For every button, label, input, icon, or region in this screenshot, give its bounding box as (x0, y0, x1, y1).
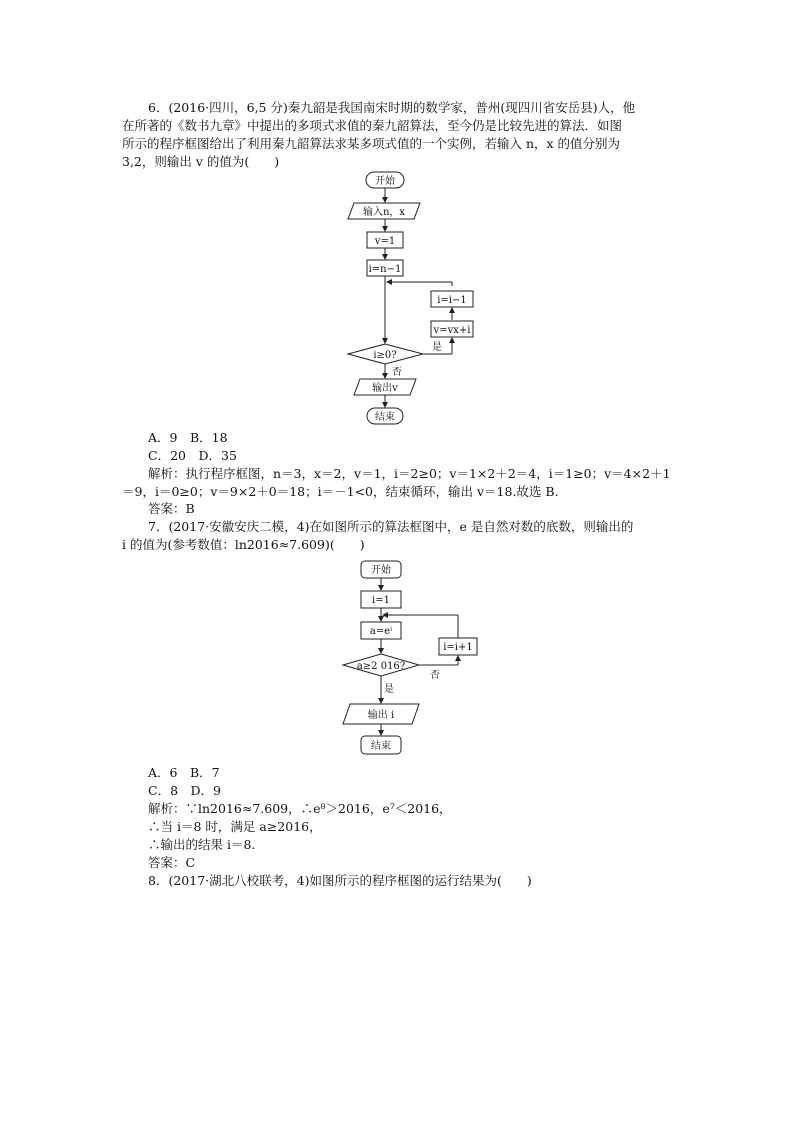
q7-start-label: 开始 (371, 565, 391, 576)
q7-solution-line-2: ∴当 i＝8 时，满足 a≥2016， (148, 819, 322, 834)
q6-input-label: 输入n，x (362, 207, 406, 218)
q7-update-i-label: i=i+1 (443, 642, 473, 653)
q6-line-1: 6．(2016·四川，6,5 分)秦九韶是我国南宋时期的数学家，普州(现四川省安岳县)人，他 (148, 100, 636, 115)
q7-options-cd: C．8 D．9 (148, 783, 221, 798)
q7-output-label: 输出 i (367, 710, 395, 721)
q6-options-ab: A．9 B．18 (148, 430, 228, 445)
q7-assign-a-label: a=eⁱ (369, 626, 393, 637)
q7-no-label: 否 (430, 670, 440, 681)
q6-flowchart (340, 168, 490, 430)
q6-update-i-label: i=i−1 (437, 295, 467, 306)
q7-solution-line-3: ∴输出的结果 i＝8. (148, 837, 256, 852)
q6-init-v-label: v=1 (374, 236, 396, 247)
q7-init-i-label: i=1 (372, 595, 390, 606)
q6-update-v-label: v=vx+i (433, 325, 471, 336)
q7-line-1: 7．(2017·安徽安庆二模，4)在如图所示的算法框图中，e 是自然对数的底数，则输出的 (148, 519, 634, 534)
q6-output-label: 输出v (372, 383, 398, 394)
q6-end-label: 结束 (375, 412, 395, 423)
q6-solution-line-1: 解析：执行程序框图，n＝3，x＝2，v＝1，i＝2≥0；v＝1×2＋2＝4，i＝1≥0；v＝4×2＋1 (148, 466, 671, 481)
q7-end-label: 结束 (371, 741, 391, 752)
q7-cond-label: a≥2 016? (356, 661, 406, 672)
q8-line-1: 8．(2017·湖北八校联考，4)如图所示的程序框图的运行结果为( ) (148, 873, 532, 888)
q7-line-2: i 的值为(参考数值：ln2016≈7.609)( ) (122, 537, 365, 552)
q6-options-cd: C．20 D．35 (148, 448, 237, 463)
q7-yes-label: 是 (384, 684, 394, 695)
q7-flowchart (335, 558, 495, 760)
q6-no-label: 否 (392, 367, 402, 378)
q7-options-ab: A．6 B．7 (148, 765, 220, 780)
q6-init-i-label: i=n−1 (368, 264, 402, 275)
q7-solution-line-1: 解析：∵ln2016≈7.609，∴e⁸＞2016，e⁷＜2016， (148, 801, 452, 816)
q6-yes-label: 是 (432, 342, 442, 353)
q6-solution-line-2: ＝9，i＝0≥0；v＝9×2＋0＝18；i＝－1<0，结束循环，输出 v＝18.故选 B. (122, 484, 559, 499)
q6-line-4: 3,2，则输出 v 的值为( ) (122, 154, 280, 169)
q7-answer: 答案：C (148, 855, 196, 870)
q6-line-3: 所示的程序框图给出了利用秦九韶算法求某多项式值的一个实例，若输入 n，x 的值分别为 (122, 136, 621, 151)
q6-line-2: 在所著的《数书九章》中提出的多项式求值的秦九韶算法，至今仍是比较先进的算法．如图 (122, 118, 623, 133)
q6-answer: 答案：B (148, 501, 195, 516)
q6-cond-label: i≥0? (373, 350, 397, 361)
q6-start-label: 开始 (375, 176, 395, 187)
